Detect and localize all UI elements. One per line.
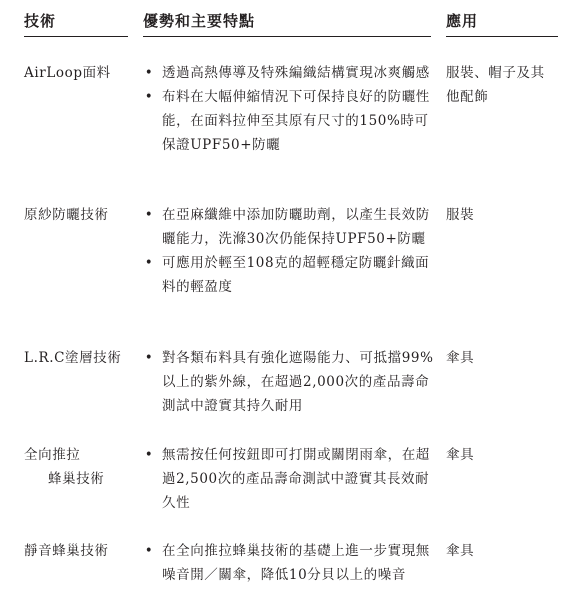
bullet-icon: •	[144, 89, 154, 105]
technology-name: 全向推拉	[24, 447, 81, 463]
header-technology: 技術	[24, 12, 128, 37]
technology-name: 蜂巢技術	[48, 471, 105, 487]
advantages-cell	[143, 346, 437, 418]
bullet-text: 布料在大幅伸縮情況下可保持良好的防曬性能，在面料拉伸至其原有尺寸的150%時可保證UPF50+防曬	[162, 89, 430, 153]
bullet-text: 透過高熱傳導及特殊編織結構實現冰爽觸感	[162, 65, 430, 81]
bullet-icon: •	[144, 350, 154, 366]
technology-name: AirLoop面料	[24, 65, 111, 81]
bullet-text: 無需按任何按鈕即可打開或關閉雨傘，在超過2,500次的產品壽命測試中證實其長效耐久性	[162, 447, 430, 511]
list-item	[143, 61, 437, 85]
advantages-cell	[143, 61, 437, 157]
bullet-icon: •	[144, 255, 154, 271]
technology-name: 靜音蜂巢技術	[24, 543, 109, 559]
technology-cell	[24, 443, 140, 491]
header-application: 應用	[446, 12, 558, 37]
bullet-icon: •	[144, 543, 154, 559]
header-advantages: 優勢和主要特點	[143, 12, 431, 37]
technology-cell	[24, 539, 140, 563]
advantages-cell	[143, 443, 437, 515]
list-item	[143, 203, 437, 251]
bullet-text: 在亞麻纖維中添加防曬助劑，以產生長效防曬能力，洗滌30次仍能保持UPF50+防曬	[162, 207, 430, 247]
advantages-cell	[143, 539, 437, 587]
bullet-icon: •	[144, 447, 154, 463]
application-cell: 傘具	[446, 350, 475, 366]
bullet-text: 對各類布料具有強化遮陽能力、可抵擋99%以上的紫外線，在超過2,000次的產品壽命測試中證實其持久耐用	[162, 350, 434, 414]
technology-cell	[24, 203, 140, 227]
application-cell: 傘具	[446, 447, 475, 463]
list-item	[143, 443, 437, 515]
technology-cell	[24, 61, 140, 85]
list-item	[143, 346, 437, 418]
bullet-icon: •	[144, 207, 154, 223]
list-item	[143, 539, 437, 587]
bullet-text: 可應用於輕至108克的超輕穩定防曬針織面料的輕盈度	[162, 255, 430, 295]
advantages-cell	[143, 203, 437, 299]
bullet-icon: •	[144, 65, 154, 81]
list-item	[143, 251, 437, 299]
application-cell: 服裝	[446, 207, 475, 223]
list-item	[143, 85, 437, 157]
technology-name: L.R.C塗層技術	[24, 350, 122, 366]
application-cell: 傘具	[446, 543, 475, 559]
application-cell: 服裝、帽子及其他配飾	[446, 65, 545, 105]
technology-cell	[24, 346, 140, 370]
bullet-text: 在全向推拉蜂巢技術的基礎上進一步實現無噪音開／關傘，降低10分貝以上的噪音	[162, 543, 430, 583]
technology-name: 原紗防曬技術	[24, 207, 109, 223]
